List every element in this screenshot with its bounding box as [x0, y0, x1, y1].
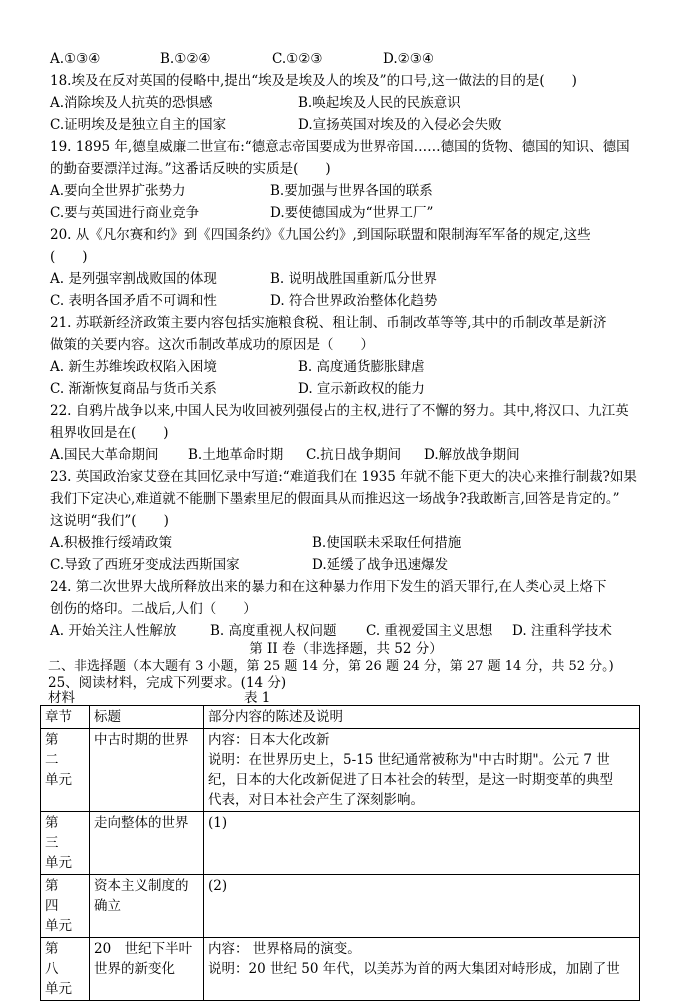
q19-stem-line-2: 的勤奋要漂洋过海。”这番话反映的实质是( ): [50, 161, 331, 177]
row-content: [204, 812, 640, 875]
q24-stem-line-2: 创伤的烙印。二战后,人们（ ）: [50, 601, 257, 617]
q25-stem: 25、阅读材料，完成下列要求。(14 分): [48, 675, 287, 691]
row-title: [90, 938, 204, 1001]
row-chapter-line: 单元: [45, 918, 72, 934]
row-title: [90, 875, 204, 938]
table-header-row: [41, 706, 640, 729]
row-content-line: 内容：日本大化改新: [208, 732, 330, 748]
table-1: [40, 705, 640, 1001]
q22-stem-line-1: 22. 自鸦片战争以来,中国人民为收回被列强侵占的主权,进行了不懈的努力。其中,将汉口、九江英: [50, 403, 629, 419]
q23-option-c: C.导致了西班牙变成法西斯国家: [50, 557, 240, 573]
q23-option-d: D.延缓了战争迅速爆发: [312, 557, 449, 573]
row-content-line: 纪，日本的大化改新促进了日本社会的转型，是这一时期变革的典型: [208, 772, 613, 788]
q24-option-c: C. 重视爱国主义思想: [366, 623, 493, 639]
row-chapter-line: 单元: [45, 772, 72, 788]
row-chapter-line: 单元: [45, 981, 72, 997]
q17-option-a: A.①③④: [50, 51, 101, 67]
row-content: [204, 938, 640, 1001]
header-content: 部分内容的陈述及说明: [204, 706, 640, 729]
q20-option-b: B. 说明战胜国重新瓜分世界: [270, 271, 438, 287]
q23-option-b: B.使国联未采取任何措施: [312, 535, 462, 551]
row-title-line: 20 世纪下半叶: [94, 941, 193, 957]
q19-option-d: D.要使德国成为“世界工厂”: [270, 205, 434, 221]
row-chapter-line: 第 八: [45, 941, 72, 977]
q19-option-a: A.要向全世界扩张势力: [50, 183, 186, 199]
q19-stem-line-1: 19. 1895 年,德皇威廉二世宣布:“德意志帝国要成为世界帝国……德国的货物、德国的知识、德国: [50, 139, 630, 155]
q19-option-b: B.要加强与世界各国的联系: [270, 183, 433, 199]
row-content-line: 说明：在世界历史上，5-15 世纪通常被称为"中古时期"。公元 7 世: [208, 752, 610, 768]
row-title-line: 走向整体的世界: [94, 815, 189, 831]
row-title: [90, 812, 204, 875]
table-title: 表 1: [244, 690, 271, 706]
q21-option-a: A. 新生苏维埃政权陷入困境: [50, 359, 217, 375]
row-content-line: 说明：20 世纪 50 年代，以美苏为首的两大集团对峙形成，加剧了世: [208, 961, 620, 977]
row-chapter: [41, 812, 90, 875]
q22-option-b: B.土地革命时期: [188, 447, 284, 463]
q18-option-b: B.唤起埃及人民的民族意识: [298, 95, 461, 111]
q17-option-b: B.①②④: [160, 51, 211, 67]
q18-option-a: A.消除埃及人抗英的恐惧感: [50, 95, 213, 111]
q22-option-c: C.抗日战争期间: [306, 447, 402, 463]
q23-stem-line-3: 这说明“我们”( ): [50, 513, 169, 529]
q21-option-d: D. 宣示新政权的能力: [298, 381, 425, 397]
table-row: [41, 729, 640, 812]
q23-option-a: A.积极推行绥靖政策: [50, 535, 173, 551]
q20-stem-line-2: ( ): [50, 249, 88, 265]
q22-option-d: D.解放战争期间: [424, 447, 520, 463]
row-content: [204, 875, 640, 938]
row-content-line: (1): [208, 815, 228, 831]
table-row: [41, 812, 640, 875]
row-content-line: 代表，对日本社会产生了深刻影响。: [208, 792, 424, 808]
row-chapter-line: 单元: [45, 855, 72, 871]
q21-option-b: B. 高度通货膨胀肆虐: [298, 359, 425, 375]
row-chapter: [41, 875, 90, 938]
row-title-line: 中古时期的世界: [94, 732, 189, 748]
q21-stem-line-2: 做策的关要内容。这次币制改革成功的原因是（ ）: [50, 337, 374, 353]
row-content-line: (2): [208, 878, 228, 894]
q24-option-b: B. 高度重视人权问题: [210, 623, 337, 639]
q22-stem-line-2: 租界收回是在( ): [50, 425, 169, 441]
q17-option-c: C.①②③: [272, 51, 323, 67]
table-row: [41, 938, 640, 1001]
row-title: [90, 729, 204, 812]
row-title-line: 世界的新变化: [94, 961, 175, 977]
table-row: [41, 875, 640, 938]
row-title-line: 资本主义制度的: [94, 878, 189, 894]
row-chapter: [41, 729, 90, 812]
row-chapter-line: 第 三: [45, 815, 72, 851]
q18-option-d: D.宣扬英国对埃及的入侵必会失败: [298, 117, 502, 133]
q20-option-d: D. 符合世界政治整体化趋势: [270, 293, 438, 309]
material-label: 材料: [48, 690, 75, 706]
q24-stem-line-1: 24. 第二次世界大战所释放出来的暴力和在这种暴力作用下发生的滔天罪行,在人类心灵上烙下: [50, 579, 607, 595]
q20-option-c: C. 表明各国矛盾不可调和性: [50, 293, 217, 309]
row-content-line: 内容： 世界格局的演变。: [208, 941, 361, 957]
q18-stem: 18.埃及在反对英国的侵略中,提出“埃及是埃及人的埃及”的口号,这一做法的目的是( ): [50, 73, 577, 89]
row-title-line: 确立: [94, 898, 121, 914]
header-chapter: 章节: [41, 706, 90, 729]
q22-option-a: A.国民大革命期间: [50, 447, 159, 463]
header-title: 标题: [90, 706, 204, 729]
q24-option-d: D. 注重科学技术: [512, 623, 612, 639]
q21-option-c: C. 渐渐恢复商品与货币关系: [50, 381, 217, 397]
row-chapter: [41, 938, 90, 1001]
q19-option-c: C.要与英国进行商业竞争: [50, 205, 200, 221]
q20-option-a: A. 是列强宰割战败国的体现: [50, 271, 217, 287]
row-content: [204, 729, 640, 812]
q23-stem-line-1: 23. 英国政治家艾登在其回忆录中写道:“难道我们在 1935 年就不能下更大的决心来推行制裁?如果: [50, 469, 637, 485]
part2-section-instructions: 二、非选择题（本大题有 3 小题，第 25 题 14 分，第 26 题 24 分，第 27 题 14 分，共 52 分。): [48, 659, 614, 674]
q17-option-d: D.②③④: [383, 51, 434, 67]
q18-option-c: C.证明埃及是独立自主的国家: [50, 117, 227, 133]
row-chapter-line: 第 二: [45, 732, 72, 768]
row-chapter-line: 第 四: [45, 878, 72, 914]
q23-stem-line-2: 我们下定决心,难道就不能删下墨索里尼的假面具从而推迟这一场战争?我敢断言,回答是肯定的。”: [50, 491, 620, 507]
q20-stem-line-1: 20. 从《凡尔赛和约》到《四国条约》《九国公约》,到国际联盟和限制海军军备的规定,这些: [50, 227, 591, 243]
q21-stem-line-1: 21. 苏联新经济政策主要内容包括实施粮食税、租让制、币制改革等等,其中的币制改革是新济: [50, 315, 607, 331]
q24-option-a: A. 开始关注人性解放: [50, 623, 177, 639]
part2-heading: 第 II 卷（非选择题，共 52 分）: [249, 641, 443, 657]
